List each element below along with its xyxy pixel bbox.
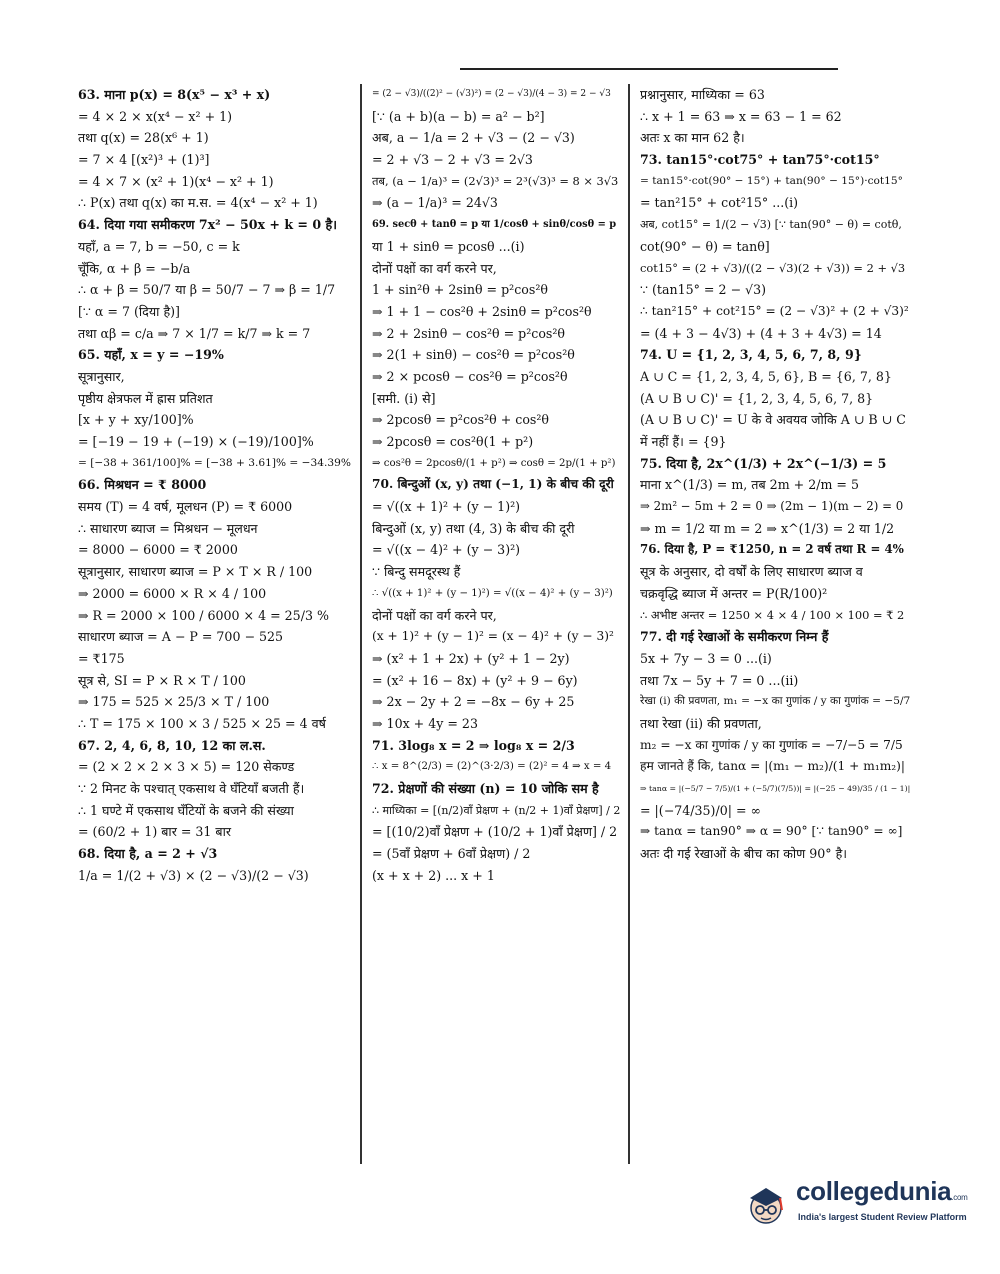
column3-line: ∴ अभीष्ट अन्तर = 1250 × 4 × 4 / 100 × 100 = ₹ 2 [640,607,905,622]
column3-line: (A ∪ B ∪ C)' = U के वे अवयव जोकि A ∪ B ∪ C [640,412,906,428]
column1-line: 63. माना p(x) = 8(x⁵ − x³ + x) [78,87,271,102]
column2-line: ⇒ 1 + 1 − cos²θ + 2sinθ = p²cos²θ [372,303,592,319]
column3-line: सूत्र के अनुसार, दो वर्षों के लिए साधारण ब्याज व [640,564,863,580]
brand-name: collegedunia.com [796,1176,968,1206]
column3-line: = |(−74/35)/0| = ∞ [640,802,762,818]
column3-line: तथा रेखा (ii) की प्रवणता, [640,715,762,731]
collegedunia-watermark [742,1172,972,1234]
column2-line: अब, a − 1/a = 2 + √3 − (2 − √3) [372,130,575,146]
column3-line: माना x^(1/3) = m, तब 2m + 2/m = 5 [640,477,859,493]
column1-line: = (2 × 2 × 2 × 3 × 5) = 120 सेकण्ड [78,759,295,775]
column1-line: 65. यहाँ, x = y = −19% [78,347,224,363]
column1-line: ⇒ R = 2000 × 100 / 6000 × 4 = 25/3 % [78,607,329,623]
column1-line: तथा q(x) = 28(x⁶ + 1) [78,130,209,146]
column1-line: [x + y + xy/100]% [78,412,194,428]
column1-line: पृष्ठीय क्षेत्रफल में ह्रास प्रतिशत [78,390,213,406]
column2-line: तब, (a − 1/a)³ = (2√3)³ = 2³(√3)³ = 8 × 3√3 [372,173,619,188]
column1-line: ∴ T = 175 × 100 × 3 / 525 × 25 = 4 वर्ष [78,715,326,731]
column3-line: ∴ tan²15° + cot²15° = (2 − √3)² + (2 + √3)² [640,303,909,318]
column2-line: 70. बिन्दुओं (x, y) तथा (−1, 1) के बीच की दूरी [372,477,614,492]
column1-line: ∴ α + β = 50/7 या β = 50/7 − 7 ⇒ β = 1/7 [78,282,336,298]
column1-line: 67. 2, 4, 6, 8, 10, 12 का ल.स. [78,737,266,753]
column2-line: 71. 3log₈ x = 2 ⇒ log₈ x = 2/3 [372,737,575,753]
column2-line: ∴ माध्यिका = [(n/2)वाँ प्रेक्षण + (n/2 + 1)वाँ प्रेक्षण] / 2 [372,803,620,817]
column-divider-right [628,84,630,1164]
column2-line: या 1 + sinθ = pcosθ ...(i) [372,238,525,254]
column1-line: 68. दिया है, a = 2 + √3 [78,846,218,862]
column3-line: ⇒ tanα = tan90° ⇒ α = 90° [∵ tan90° = ∞] [640,824,903,839]
column1-line: 64. दिया गया समीकरण 7x² − 50x + k = 0 है। [78,217,337,233]
column1-line: साधारण ब्याज = A − P = 700 − 525 [78,629,284,645]
column2-line: = √((x + 1)² + (y − 1)²) [372,499,521,515]
column2-line: ⇒ 2 × pcosθ − cos²θ = p²cos²θ [372,368,568,384]
column2-line: (x + 1)² + (y − 1)² = (x − 4)² + (y − 3)² [372,629,614,644]
column-divider-left [360,84,362,1164]
column3-line: = tan15°·cot(90° − 15°) + tan(90° − 15°)·cot15° [640,174,903,187]
column3-line: ⇒ tanα = |(−5/7 − 7/5)/(1 + (−5/7)(7/5))| = |(−25 − 49)/35 / (1 − 1)| [640,784,910,793]
column1-line: ⇒ 175 = 525 × 25/3 × T / 100 [78,694,270,710]
column1-line: सूत्रानुसार, [78,368,125,384]
column1-line: = 4 × 7 × (x² + 1)(x⁴ − x² + 1) [78,173,274,189]
column3-line: अब, cot15° = 1/(2 − √3) [∵ tan(90° − θ) = cotθ, [640,218,902,232]
column2-line: = 2 + √3 − 2 + √3 = 2√3 [372,152,533,168]
column3-line: ∵ (tan15° = 2 − √3) [640,282,767,298]
column1-line: समय (T) = 4 वर्ष, मूलधन (P) = ₹ 6000 [78,499,293,515]
column1-line: सूत्र से, SI = P × R × T / 100 [78,672,246,688]
column1-line: ⇒ 2000 = 6000 × R × 4 / 100 [78,585,267,601]
column1-line: = 4 × 2 × x(x⁴ − x² + 1) [78,108,233,124]
column3-line: चक्रवृद्धि ब्याज में अन्तर = P(R/100)² [640,585,828,601]
column2-line: ⇒ 10x + 4y = 23 [372,715,478,731]
column1-line: 66. मिश्रधन = ₹ 8000 [78,477,207,493]
column2-line: ⇒ (x² + 1 + 2x) + (y² + 1 − 2y) [372,650,570,666]
column2-line: ∴ x = 8^(2/3) = (2)^(3·2/3) = (2)² = 4 ⇒ x = 4 [372,761,612,773]
column2-line: = (2 − √3)/((2)² − (√3)²) = (2 − √3)/(4 − 3) = 2 − √3 [372,89,611,99]
column3-line: रेखा (i) की प्रवणता, m₁ = −x का गुणांक / y का गुणांक = −5/7 [640,695,910,708]
column1-line: ∴ 1 घण्टे में एकसाथ घँटियों के बजने की संख्या [78,802,294,818]
column2-line: = √((x − 4)² + (y − 3)²) [372,542,521,558]
column1-line: = [−38 + 361/100]% = [−38 + 3.61]% = −34.39% [78,456,351,469]
header-rule [460,68,838,70]
column3-line: = (4 + 3 − 4√3) + (4 + 3 + 4√3) = 14 [640,325,882,341]
column1-line: ∴ साधारण ब्याज = मिश्रधन − मूलधन [78,520,258,536]
column2-line: बिन्दुओं (x, y) तथा (4, 3) के बीच की दूरी [372,520,575,536]
column1-line: = 7 × 4 [(x²)³ + (1)³] [78,152,210,168]
column2-line: ⇒ 2x − 2y + 2 = −8x − 6y + 25 [372,694,575,710]
column3-line: ⇒ m = 1/2 या m = 2 ⇒ x^(1/3) = 2 या 1/2 [640,520,895,536]
column3-line: 74. U = {1, 2, 3, 4, 5, 6, 7, 8, 9} [640,347,862,363]
column2-line: 72. प्रेक्षणों की संख्या (n) = 10 जोकि सम है [372,781,599,796]
column1-line: चूँकि, α + β = −b/a [78,260,191,276]
column3-line: हम जानते हैं कि, tanα = |(m₁ − m₂)/(1 + m₁m₂)| [640,759,906,774]
column2-line: दोनों पक्षों का वर्ग करने पर, [372,260,497,276]
column1-line: ∵ 2 मिनट के पश्चात् एकसाथ वे घँटियाँ बजती हैं। [78,781,305,796]
column3-line: अतः दी गई रेखाओं के बीच का कोण 90° है। [640,846,848,862]
column1-line: = ₹175 [78,650,125,666]
column3-line: cot(90° − θ) = tanθ] [640,238,770,254]
column1-line: 1/a = 1/(2 + √3) × (2 − √3)/(2 − √3) [78,867,309,883]
column1-line: तथा αβ = c/a ⇒ 7 × 1/7 = k/7 ⇒ k = 7 [78,325,311,341]
column1-line: यहाँ, a = 7, b = −50, c = k [78,238,240,254]
column3-line: ∴ x + 1 = 63 ⇒ x = 63 − 1 = 62 [640,108,842,124]
column2-line: = (x² + 16 − 8x) + (y² + 9 − 6y) [372,672,578,688]
column1-line: = [−19 − 19 + (−19) × (−19)/100]% [78,434,314,449]
column-left [78,84,354,886]
column1-line: [∵ α = 7 (दिया है)] [78,303,180,319]
column2-line: ⇒ (a − 1/a)³ = 24√3 [372,195,498,211]
column1-line: सूत्रानुसार, साधारण ब्याज = P × T × R / 100 [78,564,313,580]
column1-line: = (60/2 + 1) बार = 31 बार [78,824,232,840]
column3-line: 73. tan15°·cot75° + tan75°·cot15° [640,152,880,168]
column1-line: = 8000 − 6000 = ₹ 2000 [78,542,238,558]
column3-line: 76. दिया है, P = ₹1250, n = 2 वर्ष तथा R = 4% [640,542,904,557]
column2-line: दोनों पक्षों का वर्ग करने पर, [372,607,497,623]
column3-line: तथा 7x − 5y + 7 = 0 ...(ii) [640,672,799,688]
column2-line: = (5वाँ प्रेक्षण + 6वाँ प्रेक्षण) / 2 [372,846,531,862]
column3-line: 75. दिया है, 2x^(1/3) + 2x^(−1/3) = 5 [640,455,887,471]
logo-mascot-icon [742,1176,790,1230]
column2-line: [समी. (i) से] [372,390,436,406]
column3-line: = tan²15° + cot²15° ...(i) [640,195,799,211]
column2-line: 69. secθ + tanθ = p या 1/cosθ + sinθ/cosθ = p [372,219,617,231]
column1-line: ∴ P(x) तथा q(x) का म.स. = 4(x⁴ − x² + 1) [78,195,318,211]
column-middle [372,84,620,886]
column2-line: (x + x + 2) ... x + 1 [372,867,495,883]
column3-line: 77. दी गई रेखाओं के समीकरण निम्न हैं [640,629,829,645]
column2-line: = [(10/2)वाँ प्रेक्षण + (10/2 + 1)वाँ प्रेक्षण] / 2 [372,824,618,840]
column2-line: [∵ (a + b)(a − b) = a² − b²] [372,108,545,124]
column-right [640,84,910,865]
column3-line: m₂ = −x का गुणांक / y का गुणांक = −7/−5 = 7/5 [640,737,903,752]
column2-line: ∴ √((x + 1)² + (y − 1)²) = √((x − 4)² + (y − 3)²) [372,587,613,599]
column2-line: 1 + sin²θ + 2sinθ = p²cos²θ [372,282,548,298]
column3-line: cot15° = (2 + √3)/((2 − √3)(2 + √3)) = 2 + √3 [640,260,906,275]
column3-line: अतः x का मान 62 है। [640,130,745,146]
brand-dotcom: .com [951,1193,968,1202]
column3-line: में नहीं हैं। = {9} [640,434,727,449]
column2-line: ⇒ 2pcosθ = cos²θ(1 + p²) [372,434,534,449]
brand-tagline: India's largest Student Review Platform [798,1212,967,1222]
column2-line: ∵ बिन्दु समदूरस्थ हैं [372,564,461,580]
column2-line: ⇒ 2(1 + sinθ) − cos²θ = p²cos²θ [372,347,575,363]
column2-line: ⇒ 2 + 2sinθ − cos²θ = p²cos²θ [372,325,566,341]
column3-line: A ∪ C = {1, 2, 3, 4, 5, 6}, B = {6, 7, 8} [640,368,892,384]
column3-line: 5x + 7y − 3 = 0 ...(i) [640,650,772,666]
column2-line: ⇒ 2pcosθ = p²cos²θ + cos²θ [372,412,549,428]
column3-line: प्रश्नानुसार, माध्यिका = 63 [640,87,765,102]
column3-line: (A ∪ B ∪ C)' = {1, 2, 3, 4, 5, 6, 7, 8} [640,390,874,406]
column3-line: ⇒ 2m² − 5m + 2 = 0 ⇒ (2m − 1)(m − 2) = 0 [640,499,904,514]
column2-line: ⇒ cos²θ = 2pcosθ/(1 + p²) ⇒ cosθ = 2p/(1 + p²) [372,457,616,469]
